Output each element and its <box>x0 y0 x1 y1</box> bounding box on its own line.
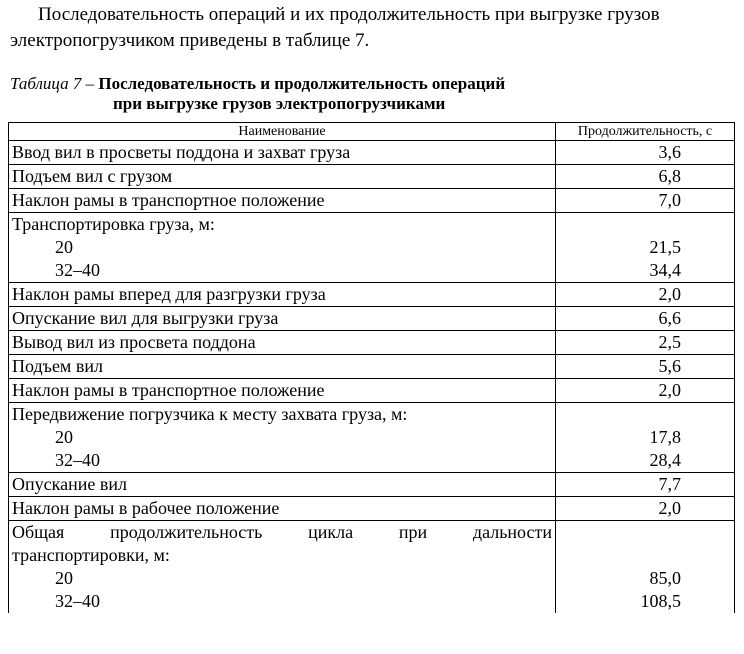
total-line2: транспортировки, м: <box>12 545 170 565</box>
intro-paragraph: Последовательность операций и их продолжительность при выгрузке грузов электропогрузчиком приведены в таблице 7. <box>10 4 660 51</box>
sub-value: 28,4 <box>649 450 681 470</box>
sub-label: 32–40 <box>55 260 100 280</box>
row-value <box>556 521 735 614</box>
row-value <box>556 213 735 283</box>
row-name: Наклон рамы в рабочее положение <box>9 497 556 521</box>
sub-label: 20 <box>55 568 73 588</box>
row-name: Транспортировка груза, м: 20 32–40 <box>9 213 556 283</box>
sub-value: 85,0 <box>649 568 681 588</box>
row-value: 6,8 <box>556 165 735 189</box>
row-name: Передвижение погрузчика к месту захвата груза, м: 20 32–40 <box>9 403 556 473</box>
table-row <box>9 379 735 403</box>
row-value: 2,5 <box>556 331 735 355</box>
row-name: Ввод вил в просветы поддона и захват груза <box>9 141 556 165</box>
row-value: 6,6 <box>556 307 735 331</box>
table-row <box>9 213 735 283</box>
table-row <box>9 497 735 521</box>
header-name: Наименование <box>9 123 556 141</box>
header-duration: Продолжительность, с <box>556 123 735 141</box>
table-row <box>9 307 735 331</box>
table-row <box>9 165 735 189</box>
row-name: Опускание вил для выгрузки груза <box>9 307 556 331</box>
row-value: 2,0 <box>556 283 735 307</box>
table-row <box>9 141 735 165</box>
row-value: 7,7 <box>556 473 735 497</box>
table-title-line2: при выгрузке грузов электропогрузчиками <box>113 94 446 113</box>
row-value: 3,6 <box>556 141 735 165</box>
row-value: 7,0 <box>556 189 735 213</box>
table-number: Таблица 7 – <box>10 74 95 93</box>
sub-value: 21,5 <box>649 237 681 257</box>
row-value: 2,0 <box>556 497 735 521</box>
sub-label: 32–40 <box>55 450 100 470</box>
row-name: Наклон рамы вперед для разгрузки груза <box>9 283 556 307</box>
table-row <box>9 473 735 497</box>
operations-table <box>8 122 735 613</box>
sub-label: 20 <box>55 237 73 257</box>
table-body <box>9 141 735 614</box>
table-row-total <box>9 521 735 614</box>
row-name: Наклон рамы в транспортное положение <box>9 379 556 403</box>
table-row <box>9 283 735 307</box>
row-name: Подъем вил с грузом <box>9 165 556 189</box>
sub-label: 20 <box>55 427 73 447</box>
row-value: 2,0 <box>556 379 735 403</box>
row-name: Опускание вил <box>9 473 556 497</box>
table-caption <box>10 74 730 114</box>
table-row <box>9 355 735 379</box>
row-value <box>556 403 735 473</box>
sub-value: 108,5 <box>640 591 681 611</box>
table-header-row <box>9 123 735 141</box>
table-title-line1: Последовательность и продолжительность операций <box>98 74 506 93</box>
total-line1: Общая продолжительность цикла при дальности <box>12 522 552 542</box>
table-row <box>9 331 735 355</box>
row-name: Вывод вил из просвета поддона <box>9 331 556 355</box>
sub-value: 17,8 <box>649 427 681 447</box>
sub-label: 32–40 <box>55 591 100 611</box>
row-name: Подъем вил <box>9 355 556 379</box>
table-row <box>9 403 735 473</box>
row-name <box>9 521 556 614</box>
row-name: Наклон рамы в транспортное положение <box>9 189 556 213</box>
sub-value: 34,4 <box>649 260 681 280</box>
table-row <box>9 189 735 213</box>
row-value: 5,6 <box>556 355 735 379</box>
